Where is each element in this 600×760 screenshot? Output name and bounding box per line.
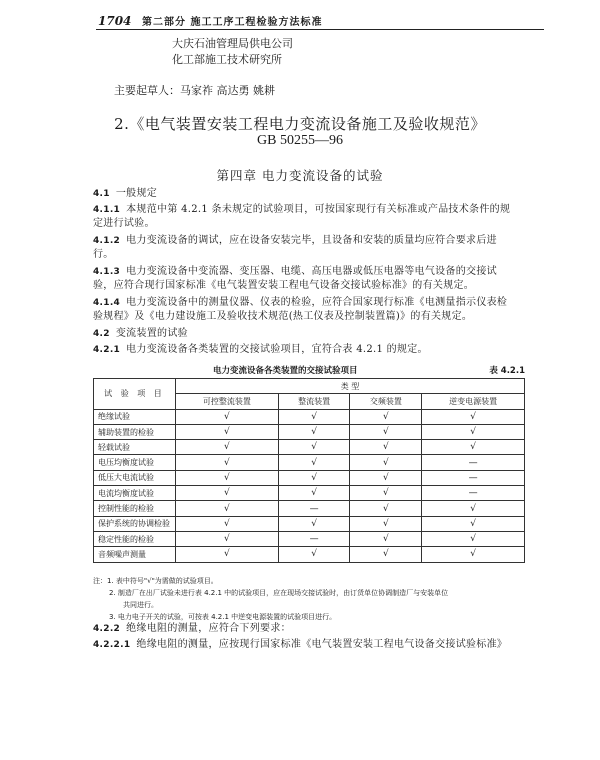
row-cell: — [278, 531, 350, 546]
clause-4-1-4 [93, 296, 513, 324]
table-row [94, 455, 525, 470]
row-test-item: 控制性能的检验 [94, 501, 176, 516]
note-3: 3. 电力电子开关的试验，可按表 4.2.1 中逆变电源装置的试验项目进行。 [109, 613, 337, 621]
row-test-item: 稳定性能的检验 [94, 531, 176, 546]
clause-4-2-2 [93, 622, 513, 636]
row-test-item: 电压均衡度试验 [94, 455, 176, 470]
clause-number: 4.2.2 [93, 624, 121, 634]
row-cell: — [422, 455, 525, 470]
table-row [94, 531, 525, 546]
row-cell: √ [350, 531, 422, 546]
row-cell: √ [422, 409, 525, 424]
row-cell: √ [350, 470, 422, 485]
row-cell: √ [278, 547, 350, 562]
row-cell: √ [278, 486, 350, 501]
row-test-item: 轻载试验 [94, 440, 176, 455]
row-cell: √ [278, 470, 350, 485]
page-number: 1704 [98, 14, 132, 28]
section-4-1 [93, 187, 513, 201]
row-cell: — [278, 501, 350, 516]
row-cell: √ [350, 501, 422, 516]
clause-4-1-1 [93, 203, 513, 231]
clause-text: 绝缘电阻的测量，应按现行国家标准《电气装置安装工程电气设备交接试验标准》 [136, 639, 508, 650]
row-cell: √ [350, 424, 422, 439]
test-items-table [93, 378, 525, 563]
row-cell: √ [176, 455, 279, 470]
table-row [94, 424, 525, 439]
clause-number: 4.1.2 [93, 236, 121, 246]
row-cell: √ [176, 486, 279, 501]
table-body [94, 409, 525, 562]
row-cell: √ [176, 547, 279, 562]
row-test-item: 低压大电流试验 [94, 470, 176, 485]
clause-text: 绝缘电阻的测量，应符合下列要求： [126, 623, 291, 634]
row-cell: √ [278, 424, 350, 439]
row-cell: √ [176, 470, 279, 485]
row-test-item: 辅助装置的检验 [94, 424, 176, 439]
row-cell: √ [176, 424, 279, 439]
clause-4-1-3 [93, 265, 513, 293]
table-row [94, 440, 525, 455]
row-cell: √ [422, 501, 525, 516]
clause-text: 电力变流设备中的测量仪器、仪表的检验，应符合国家现行标准《电测量指示仪表检验规程》及《电力建设施工及验收技术规范(热工仪表及控制装置篇)》的有关规定。 [93, 297, 508, 322]
row-cell: √ [350, 455, 422, 470]
column-header: 可控整流装置 [176, 394, 279, 409]
running-title: 第二部分 施工工序工程检验方法标准 [142, 17, 323, 28]
clause-4-2-1 [93, 343, 513, 357]
table-row [94, 486, 525, 501]
row-cell: √ [176, 501, 279, 516]
row-cell: — [422, 486, 525, 501]
clause-number: 4.2.1 [93, 345, 121, 355]
table-notes [93, 575, 533, 623]
organization-1: 大庆石油管理局供电公司 [172, 37, 293, 50]
column-header: 逆变电源装置 [422, 394, 525, 409]
section-heading: 变流装置的试验 [115, 328, 188, 339]
clause-text: 电力变流设备的调试，应在设备安装完毕，且设备和安装的质量均应符合要求后进行。 [93, 235, 497, 260]
row-cell: √ [422, 424, 525, 439]
row-cell: √ [422, 516, 525, 531]
row-cell: √ [278, 409, 350, 424]
section-heading: 一般规定 [115, 188, 158, 199]
row-cell: — [422, 470, 525, 485]
row-cell: √ [176, 516, 279, 531]
organization-2: 化工部施工技术研究所 [172, 53, 282, 66]
row-cell: √ [278, 455, 350, 470]
standard-code: GB 50255—96 [257, 133, 343, 148]
row-cell: √ [422, 440, 525, 455]
table-header-row [94, 379, 525, 394]
table-row [94, 547, 525, 562]
row-test-item: 保护系统的协调检验 [94, 516, 176, 531]
organizations [172, 36, 293, 68]
table-row [94, 516, 525, 531]
clause-text: 电力变流设备中变流器、变压器、电缆、高压电器或低压电器等电气设备的交接试验，应符合现行国家标准《电气装置安装工程电气设备交接试验标准》的有关规定。 [93, 266, 497, 291]
row-cell: √ [350, 486, 422, 501]
section-number: 4.2 [93, 329, 110, 339]
table-row [94, 409, 525, 424]
note-2: 2. 制造厂在出厂试验未进行表 4.2.1 中的试验项目，应在现场交接试验时，由订货单位协调制造厂与安装单位 [109, 589, 449, 597]
row-cell: √ [278, 516, 350, 531]
row-cell: √ [350, 516, 422, 531]
clause-4-2-2-1 [93, 638, 533, 652]
table-row [94, 470, 525, 485]
chapter-heading: 第四章 电力变流设备的试验 [216, 168, 384, 183]
row-cell: √ [350, 547, 422, 562]
clause-number: 4.1.3 [93, 267, 121, 277]
row-cell: √ [350, 409, 422, 424]
standard-title: 2.《电气装置安装工程电力变流设备施工及验收规范》 [114, 115, 486, 133]
row-cell: √ [422, 531, 525, 546]
section-number: 4.1 [93, 189, 110, 199]
clause-number: 4.1.4 [93, 298, 121, 308]
row-cell: √ [176, 531, 279, 546]
table-title: 电力变流设备各类装置的交接试验项目 [213, 366, 358, 376]
header-type-group: 类 型 [176, 379, 525, 394]
row-cell: √ [176, 409, 279, 424]
clause-text: 本规范中第 4.2.1 条未规定的试验项目，可按国家现行有关标准或产品技术条件的规定进行试验。 [93, 204, 511, 229]
row-test-item: 音频噪声测量 [94, 547, 176, 562]
column-header: 交频装置 [350, 394, 422, 409]
clause-number: 4.1.1 [93, 205, 121, 215]
clause-text: 电力变流设备各类装置的交接试验项目，宜符合表 4.2.1 的规定。 [126, 344, 428, 355]
note-2-continued: 共同进行。 [123, 601, 158, 609]
row-test-item: 电流均衡度试验 [94, 486, 176, 501]
drafters: 主要起草人：马家祚 高达勇 姚耕 [114, 84, 275, 97]
section-4-2 [93, 327, 513, 341]
row-test-item: 绝缘试验 [94, 409, 176, 424]
row-cell: √ [278, 440, 350, 455]
row-cell: √ [176, 440, 279, 455]
table-row [94, 501, 525, 516]
running-header [98, 6, 542, 28]
row-cell: √ [350, 440, 422, 455]
row-cell: √ [422, 547, 525, 562]
clause-4-1-2 [93, 234, 513, 262]
header-test-item: 试 验 项 目 [94, 379, 176, 410]
column-header: 整流装置 [278, 394, 350, 409]
note-1: 注：1. 表中符号"√"为需做的试验项目。 [93, 577, 218, 585]
clause-number: 4.2.2.1 [93, 640, 131, 650]
table-number: 表 4.2.1 [489, 366, 525, 376]
header-divider [96, 29, 544, 30]
